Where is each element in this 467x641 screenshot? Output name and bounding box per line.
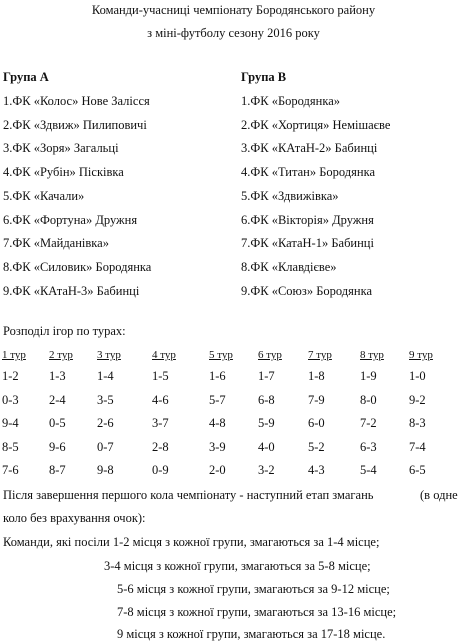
match-pair: 8-3: [409, 416, 426, 430]
team-item: 1.ФК «Колос» Нове Залісся: [3, 94, 150, 108]
match-pair: 9-8: [97, 463, 114, 477]
team-item: 3.ФК «Зоря» Загальці: [3, 141, 119, 156]
match-pair: 0-3: [2, 392, 19, 407]
team-item: 6.ФК «Вікторія» Дружня: [241, 212, 374, 227]
group-b-heading: Група В: [241, 70, 287, 84]
page-title-line-2: з міні-футболу сезону 2016 року: [147, 26, 320, 40]
round-header: 4 тур: [152, 349, 176, 361]
team-item: 1.ФК «Бородянка»: [241, 94, 341, 108]
team-item: 8.ФК «Клавдієве»: [241, 259, 337, 274]
match-pair: 1-6: [209, 369, 226, 383]
team-item: 4.ФК «Рубін» Пісківка: [3, 165, 124, 180]
match-pair: 3-2: [258, 463, 275, 477]
match-pair: 1-3: [49, 369, 66, 383]
team-item: 6.ФК «Фортуна» Дружня: [3, 212, 138, 227]
team-item: 4.ФК «Титан» Бородянка: [241, 165, 376, 180]
note-next-stage: Після завершення першого кола чемпіонату - наступний етап змагань: [3, 488, 374, 502]
note-places-intro: Команди, які посіли 1-2 місця з кожної групи, змагаються за 1-4 місце;: [3, 535, 380, 549]
match-pair: 9-6: [49, 439, 66, 454]
team-item: 7.ФК «Майданівка»: [3, 236, 109, 251]
match-pair: 1-7: [258, 369, 275, 383]
match-pair: 4-8: [209, 416, 226, 430]
round-header: 6 тур: [258, 349, 282, 361]
match-pair: 0-7: [97, 439, 114, 454]
match-pair: 1-2: [2, 369, 19, 383]
note-places-5-6: 5-6 місця з кожної групи, змагаються за 9-12 місце;: [117, 582, 390, 596]
match-pair: 6-8: [258, 392, 275, 407]
match-pair: 7-4: [409, 439, 426, 454]
team-item: 9.ФК «КАтаН-3» Бабинці: [3, 283, 140, 298]
match-pair: 6-3: [360, 439, 377, 454]
match-pair: 3-9: [209, 439, 226, 454]
note-places-9: 9 місця з кожної групи, змагаються за 17-18 місце.: [117, 627, 386, 641]
round-header: 8 тур: [360, 349, 384, 361]
round-header: 2 тур: [49, 349, 73, 361]
match-pair: 1-4: [97, 369, 114, 383]
match-pair: 9-2: [409, 392, 426, 407]
match-pair: 8-0: [360, 392, 377, 407]
match-pair: 5-4: [360, 463, 377, 477]
match-pair: 3-5: [97, 392, 114, 407]
match-pair: 8-7: [49, 463, 66, 477]
match-pair: 9-4: [2, 416, 19, 430]
match-pair: 4-0: [258, 439, 275, 454]
team-item: 8.ФК «Силовик» Бородянка: [3, 259, 152, 274]
match-pair: 5-7: [209, 392, 226, 407]
team-item: 2.ФК «Здвиж» Пилиповичі: [3, 117, 147, 132]
round-header: 5 тур: [209, 349, 233, 361]
match-pair: 7-6: [2, 463, 19, 477]
page-title-line-1: Команди-учасниці чемпіонату Бородянського району: [91, 3, 376, 17]
team-item: 2.ФК «Хортиця» Немішаєве: [241, 117, 391, 132]
match-pair: 1-5: [152, 369, 169, 383]
match-pair: 1-0: [409, 369, 426, 383]
team-item: 5.ФК «Здвижівка»: [241, 188, 339, 203]
round-header: 1 тур: [2, 349, 26, 361]
match-pair: 7-9: [308, 392, 325, 407]
round-header: 7 тур: [308, 349, 332, 361]
round-header: 3 тур: [97, 349, 121, 361]
match-pair: 2-4: [49, 392, 66, 407]
match-pair: 4-3: [308, 463, 325, 477]
match-pair: 2-6: [97, 416, 114, 430]
group-a-heading: Група А: [3, 70, 49, 84]
team-item: 9.ФК «Союз» Бородянка: [241, 283, 372, 298]
team-item: 7.ФК «КатаН-1» Бабинці: [241, 236, 374, 251]
match-pair: 6-5: [409, 463, 426, 477]
match-pair: 2-8: [152, 439, 169, 454]
note-next-stage-tail: (в одне: [420, 488, 458, 502]
team-item: 5.ФК «Качали»: [3, 188, 85, 203]
round-header: 9 тур: [409, 349, 433, 361]
note-places-3-4: 3-4 місця з кожної групи, змагаються за 5-8 місце;: [104, 559, 371, 573]
match-pair: 8-5: [2, 439, 19, 454]
note-single-round: коло без врахування очок):: [3, 511, 146, 525]
match-pair: 3-7: [152, 416, 169, 430]
match-pair: 1-9: [360, 369, 377, 383]
match-pair: 4-6: [152, 392, 169, 407]
match-pair: 1-8: [308, 369, 325, 383]
match-pair: 0-9: [152, 463, 169, 477]
match-pair: 0-5: [49, 416, 66, 430]
match-pair: 5-9: [258, 416, 275, 430]
match-pair: 7-2: [360, 416, 377, 430]
team-item: 3.ФК «КАтаН-2» Бабинці: [241, 141, 378, 156]
match-pair: 2-0: [209, 463, 226, 477]
schedule-heading: Розподіл ігор по турах:: [3, 324, 126, 338]
note-places-7-8: 7-8 місця з кожної групи, змагаються за 13-16 місце;: [117, 605, 397, 619]
match-pair: 5-2: [308, 439, 325, 454]
match-pair: 6-0: [308, 416, 325, 430]
